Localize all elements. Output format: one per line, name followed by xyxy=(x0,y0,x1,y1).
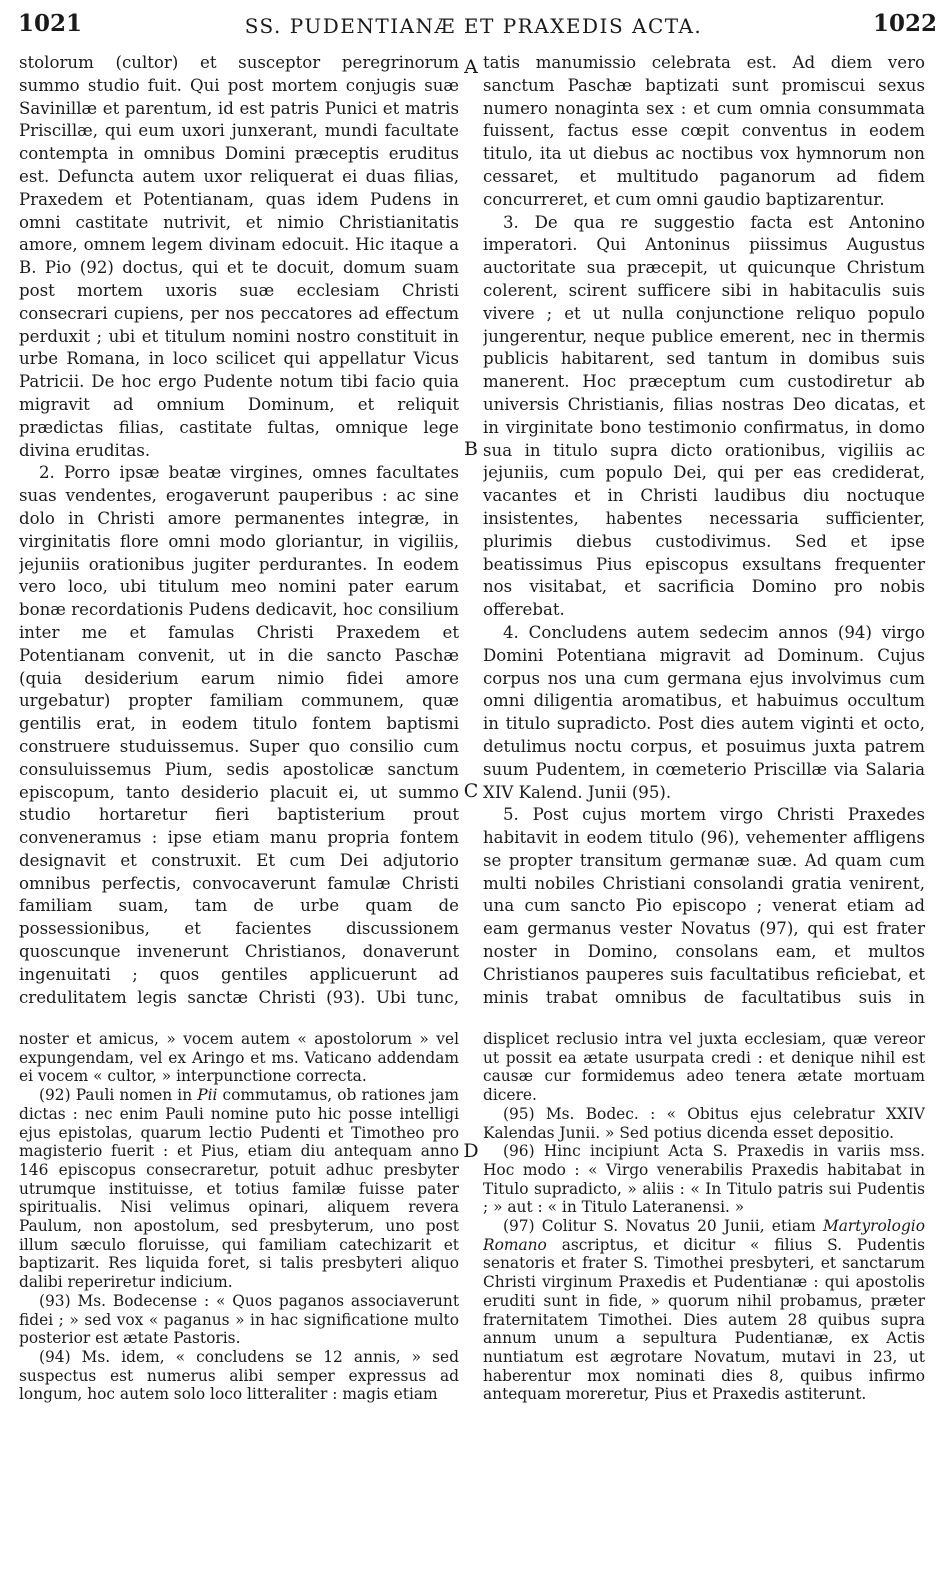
right-footnotes xyxy=(483,1030,925,1560)
page-header xyxy=(0,6,947,42)
paragraph-4: 4. Concludens autem sedecim annos (94) virgo Domini Potentiana migravit ad Dominum. Cujus corpus nos una cum germana ejus involvimus cum omni diligentia aromatibus, et habuimus occultum in titulo supradicto. Post dies autem viginti et octo, detulimus noctu corpus, et posuimus juxta patrem suum Pudentem, in cœmeterio Priscillæ via Salaria XIV Kalend. Junii (95). xyxy=(483,622,925,802)
paragraph-5: 5. Post cujus mortem virgo Christi Praxedes habitavit in eodem titulo (96), vehementer affligens se propter transitum germanæ suæ. Ad quam cum multi nobiles Christiani consolandi gratia venirent, una cum sancto Pio episcopo ; venerat etiam ad eam germanus vester Novatus (97), qui est frater noster in Domino, consolans eam, et multos Christianos pauperes suis facultatibus reficiebat, et minis trabat omnibus de facultatibus suis in xyxy=(483,805,925,1007)
footnote-97: (97) Colitur S. Novatus 20 Junii, etiam Martyrologio Romano ascriptus, et dicitur « filius S. Pudentis senatoris et frater S. Timothei presbyteri, et sanctarum Christi virginum Praxedis et Pudentianæ : qui apostolis eruditi sunt in fide, » quorum nihil probamus, præter fraternitatem Timothei. Dies autem 28 quibus supra annum unum a sepultura Pudentianæ, ex Actis nuntiatum est ægrotare Novatum, mutavi in 23, ut haberentur mox nominati dies 8, quibus infirmo antequam moreretur, Pius et Praxedis astiterunt. xyxy=(483,1217,925,1404)
margin-letter-a: A xyxy=(464,56,478,78)
footnote-93: (93) Ms. Bodecense : « Quos paganos associaverunt fidei ; » sed vox « paganus » in hac significatione multo posterior est ætate Pastoris. xyxy=(19,1291,459,1348)
footnote-94-continued: displicet reclusio intra vel juxta ecclesiam, quæ vereor ut possit ea ætate usurpata credi : et denique nihil est causæ cur formidemus adeo tenera ætate mortuam dicere. xyxy=(483,1030,925,1105)
paragraph-2-continued: tatis manumissio celebrata est. Ad diem vero sanctum Paschæ baptizati sunt promiscui sexus numero nonaginta sex : et cum omnia consummata fuissent, factus esse cœpit conventus in eodem titulo, ita ut diebus ac noctibus vox hymnorum non cessaret, et multitudo paganorum ad fidem concurreret, et cum omni gaudio baptizarentur. xyxy=(483,53,925,209)
running-title: SS. PUDENTIANÆ ET PRAXEDIS ACTA. xyxy=(244,14,703,38)
right-main-column xyxy=(483,52,925,1012)
footnote-96: (96) Hinc incipiunt Acta S. Praxedis in variis mss. Hoc modo : « Virgo venerabilis Praxedis habitabat in Titulo supradicto, » aliis : « In Titulo patris sui Pudentis ; » aut : « in Titulo Lateranensi. » xyxy=(483,1142,925,1217)
paragraph-1-continued: stolorum (cultor) et susceptor peregrinorum summo studio fuit. Qui post mortem conjugis suæ Savinillæ et parentum, id est patris Punici et matris Priscillæ, qui eum uxori junxerant, mundi facultate contempta in omnibus Domini præceptis eruditus est. Defuncta autem uxor reliquerat ei duas filias, Praxedem et Potentianam, quas idem Pudens in omni castitate nutrivit, et nimio Christianitatis amore, omnem legem divinam edocuit. Hic itaque a B. Pio (92) doctus, qui et te docuit, domum suam post mortem uxoris suæ ecclesiam Christi consecrari cupiens, per nos peccatores ad effectum perduxit ; ubi et titulum nomini nostro constituit in urbe Romana, in loco scilicet qui appellatur Vicus Patricii. De hoc ergo Pudente notum tibi facio quia migravit ad omnium Dominum, et reliquit prædictas filias, castitate fultas, omnique lege divina eruditas. xyxy=(19,53,459,460)
paragraph-3: 3. De qua re suggestio facta est Antonino imperatori. Qui Antoninus piissimus Augustus auctoritate sua præcepit, ut quicunque Christum colerent, scirent sufficere sibi in habitaculis suis vivere ; et ut nulla conjunctione reliquo populo jungerentur, neque publice emerent, nec in thermis publicis habitarent, sed tantum in domibus suis manerent. Hoc præceptum cum custodiretur ab universis Christianis, filias nostras Deo dicatas, et in virginitate bono testimonio confirmatus, in domo sua in titulo supra dicto orationibus, vigiliis ac jejuniis, cum populo Dei, qui per eas crediderat, vacantes et in Christi laudibus diu noctuque insistentes, habentes necessaria sufficienter, plurimis diebus custodivimus. Sed et ipse beatissimus Pius episcopus exsultans frequenter nos visitabat, et sacrificia Domino pro nobis offerebat. xyxy=(483,212,925,620)
margin-letter-d: D xyxy=(463,1140,479,1162)
margin-letter-b: B xyxy=(464,438,478,460)
left-footnotes xyxy=(19,1030,459,1560)
footnote-95: (95) Ms. Bodec. : « Obitus ejus celebratur XXIV Kalendas Junii. » Sed potius dicenda esset depositio. xyxy=(483,1104,925,1142)
left-main-column xyxy=(19,52,459,1012)
footnote-97-italic: Martyrologio Romano xyxy=(483,1217,925,1254)
footnote-continued: noster et amicus, » vocem autem « apostolorum » vel expungendam, vel ex Aringo et ms. Vaticano addendam ei vocem « cultor, » interpunctione correcta. xyxy=(19,1030,459,1086)
footnote-94: (94) Ms. idem, « concludens se 12 annis, » sed suspectus est numerus alibi semper expressus ad longum, hoc autem solo loco litteraliter : magis etiam xyxy=(19,1347,459,1404)
margin-letter-c: C xyxy=(463,780,479,802)
footnote-92-italic: Pii xyxy=(197,1086,218,1105)
footnote-92: (92) Pauli nomen in Pii commutamus, ob rationes jam dictas : nec enim Pauli nomine puto hic posse intelligi ejus epistolas, quarum lectio Pudenti et Timotheo pro magisterio fuerit : et Pius, etiam diu antequam anno 146 episcopus consecraretur, potuit adhuc presbyter utrumque instituisse, et totius familæ fuisse pater spiritualis. Nisi velimus opinari, aliquem revera Paulum, non apostolum, sed presbyterum, uno post illum sæculo floruisse, qui familiam catechizarit et baptizarit. Res liquida foret, si talis presbyteri aliquo dalibi reperiretur indicium. xyxy=(19,1086,459,1292)
paragraph-2: 2. Porro ipsæ beatæ virgines, omnes facultates suas vendentes, erogaverunt pauperibus : ac sine dolo in Christi amore permanentes integræ, in virginitatis flore omni modo gloriantur, in vigiliis, jejuniis orationibus jugiter perdurantes. In eodem vero loco, ubi titulum meo nomini pater earum bonæ recordationis Pudens dedicavit, hoc consilium inter me et famulas Christi Praxedem et Potentianam convenit, ut in die sancto Paschæ (quia desiderium earum nimio fidei amore urgebatur) propter familiam communem, quæ gentilis erat, in eodem titulo fontem baptismi construere studuissemus. Super quo consilio cum consuluissemus Pium, sedis apostolicæ sanctum episcopum, tanto desiderio placuit ei, ut summo studio hortaretur fieri baptisterium prout conveneramus : ipse etiam manu propria fontem designavit et construxit. Et cum Dei adjutorio omnibus perfectis, convocaverunt famulæ Christi familiam suam, tam de urbe quam de possessionibus, et facientes discussionem quoscunque invenerunt Christianos, donaverunt ingenuitati ; quos gentiles applicuerunt ad credulitatem legis sanctæ Christi (93). Ubi tunc, xyxy=(19,463,459,1007)
page-number-right: 1022 xyxy=(872,10,937,37)
page-number-left: 1021 xyxy=(18,10,83,37)
